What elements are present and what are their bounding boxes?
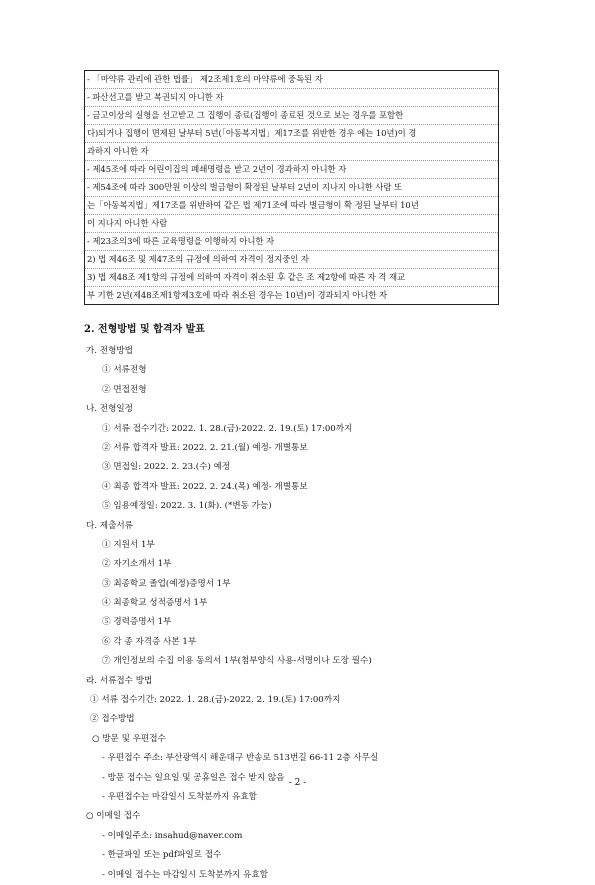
box-line: - 제54조에 따라 300만원 이상의 벌금형이 확정된 날부터 2년이 지나지 아니한 사람 또 bbox=[85, 179, 498, 197]
box-line: - 「마약류 관리에 관한 법률」 제2조제1호의 마약류에 중독된 자 bbox=[85, 71, 498, 89]
email-address: - 이메일주소: insahud@naver.com bbox=[102, 830, 243, 841]
list-item: - 방문 접수는 일요일 및 공휴일은 접수 받지 않음 bbox=[102, 772, 285, 783]
list-item: ① 서류 접수기간: 2022. 1. 28.(금)-2022. 2. 19.(토) 17:00까지 bbox=[102, 423, 353, 434]
box-line: 부 기한 2년(제48조제1항제3호에 따라 취소된 경우는 10년)이 경과되지 아니한 자 bbox=[87, 290, 388, 300]
list-item: ⑥ 각 종 자격증 사본 1부 bbox=[102, 636, 197, 647]
box-line: - 금고이상의 실형을 선고받고 그 집행이 종료(집행이 종료된 것으로 보는 경우를 포함한 bbox=[85, 107, 498, 125]
list-item: ③ 최종학교 졸업(예정)증명서 1부 bbox=[102, 578, 231, 589]
list-item: ④ 최종학교 성적증명서 1부 bbox=[102, 598, 208, 609]
box-line: - 제45조에 따라 어린이집의 폐쇄명령을 받고 2년이 경과하지 아니한 자 bbox=[85, 161, 498, 179]
subheading-email: ○ 이메일 접수 bbox=[86, 811, 141, 822]
page-number: - 2 - bbox=[288, 778, 307, 788]
heading-selection-method: 가. 전형방법 bbox=[86, 346, 133, 356]
list-item: ② 면접전형 bbox=[102, 384, 147, 395]
section-title: 2. 전형방법 및 합격자 발표 bbox=[84, 324, 205, 335]
subheading-visit-mail: ○ 방문 및 우편접수 bbox=[92, 733, 166, 744]
list-item: - 이메일 접수는 마감일시 도착분까지 유효함 bbox=[102, 869, 268, 880]
list-item: ② 접수방법 bbox=[90, 714, 135, 725]
box-line: - 제23조의3에 따른 교육명령을 이행하지 아니한 자 bbox=[85, 233, 498, 251]
disqualification-box bbox=[84, 70, 499, 305]
list-item: ⑤ 경력증명서 1부 bbox=[102, 617, 172, 628]
heading-schedule: 나. 전형일정 bbox=[86, 404, 133, 415]
box-line: 는「아동복지법」제17조를 위반하여 같은 법 제71조에 따라 벌금형이 확 정된 날부터 10년 bbox=[85, 197, 498, 215]
list-item: - 우편접수 주소: 부산광역시 해운대구 반송로 513번길 66-11 2층 사무실 bbox=[102, 753, 379, 764]
list-item: ④ 최종 합격자 발표: 2022. 2. 24.(목) 예정- 개별통보 bbox=[102, 481, 308, 492]
box-line: 이 지나지 아니한 사람 bbox=[85, 215, 498, 233]
box-line: 과하지 아니한 자 bbox=[85, 143, 498, 161]
box-line: - 파산선고를 받고 복권되지 아니한 자 bbox=[85, 89, 498, 107]
list-item: ② 서류 합격자 발표: 2022. 2. 21.(월) 예정- 개별통보 bbox=[102, 442, 308, 453]
section-body bbox=[84, 342, 504, 885]
list-item: - 한글파일 또는 pdf파일로 접수 bbox=[102, 850, 222, 861]
heading-submission: 라. 서류접수 방법 bbox=[86, 675, 153, 686]
list-item: - 우편접수는 마감일시 도착분까지 유효함 bbox=[102, 791, 257, 802]
list-item: ① 서류 접수기간: 2022. 1. 28.(금)-2022. 2. 19.(토) 17:00까지 bbox=[90, 695, 341, 706]
box-line: 2) 법 제46조 및 제47조의 규정에 의하여 자격이 정지중인 자 bbox=[85, 251, 498, 269]
list-item: ⑤ 임용예정일: 2022. 3. 1(화). (*변동 가능) bbox=[102, 501, 272, 512]
box-line: 다)되거나 집행이 면제된 날부터 5년(「아동복지법」제17조를 위반한 경우 에는 10년)이 경 bbox=[85, 125, 498, 143]
heading-documents: 다. 제출서류 bbox=[86, 520, 133, 531]
list-item: ① 서류전형 bbox=[102, 365, 147, 376]
list-item: ⑦ 개인정보의 수집 이용 동의서 1부(첨부양식 사용-서명이나 도장 필수) bbox=[102, 656, 372, 667]
box-line: 3) 법 제48조 제1항의 규정에 의하여 자격이 취소된 후 같은 조 제2항에 따른 자 격 재교 bbox=[85, 269, 498, 287]
list-item: ② 자기소개서 1부 bbox=[102, 559, 172, 570]
list-item: ① 지원서 1부 bbox=[102, 539, 155, 550]
list-item: ③ 면접일: 2022. 2. 23.(수) 예정 bbox=[102, 462, 231, 473]
